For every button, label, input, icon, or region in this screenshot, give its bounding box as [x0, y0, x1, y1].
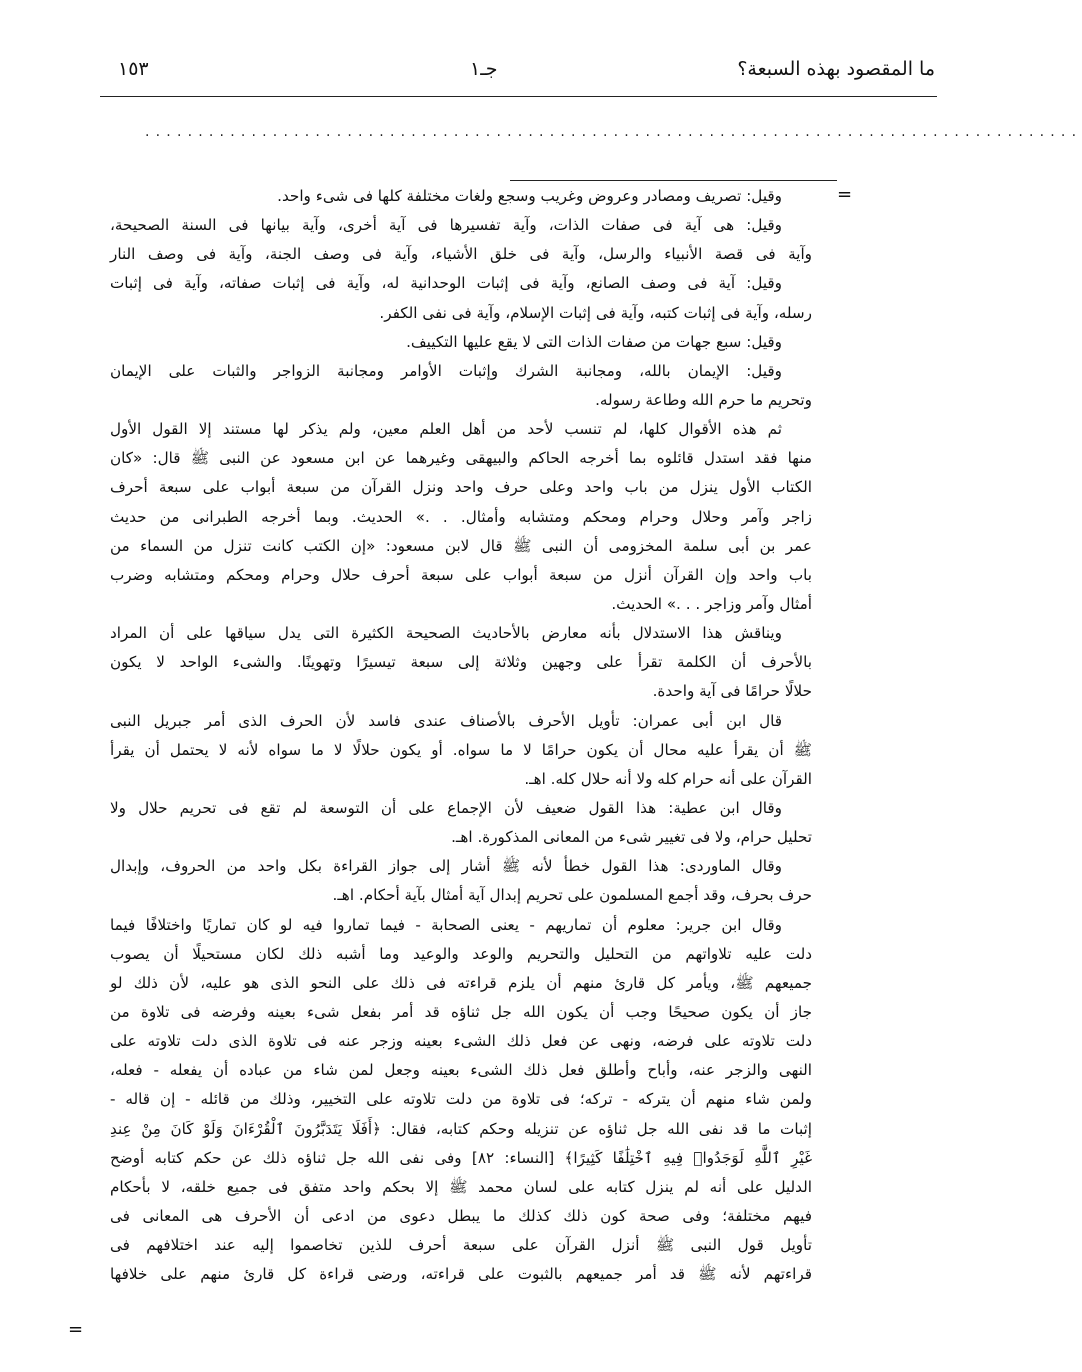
- text-line: غَيْرِ ٱللَّهِ لَوَجَدُوا۟ فِيهِ ٱخْتِلَٰفًا كَثِيرًا﴾ [النساء: ٨٢] وفى نفى الله جل ثناؤه ذلك عن حكم كتابه أوضح: [110, 1148, 813, 1167]
- text-line: قال ابن أبى عمران: تأويل الأحرف بالأصناف عندى فاسد لأن الحرف الذى أمر جبريل النبى: [110, 711, 782, 730]
- text-line: وقيل: آية فى وصف الصانع، وآية فى إثبات الوحدانية له، وآية فى إثبات صفاته، وآية فى إثبات: [110, 274, 782, 293]
- text-line: أمثال وآمر وزاجر . . .» الحديث.: [611, 594, 812, 613]
- continuation-mark-start: =: [837, 184, 853, 205]
- text-line: وقيل: سبع جهات من صفات الذات التى لا يقع عليها التكييف.: [406, 332, 782, 351]
- text-line: ويناقش هذا الاستدلال بأنه معارض بالأحاديث الصحيحة الكثيرة التى يدل سياقها على أن المراد: [110, 624, 782, 643]
- text-line: جميعهم ﷺ، ويأمر كل قارئ منهم أن يلزم قراءته فى ذلك على النحو الذى هو عليه، لأن ذلك لو: [110, 973, 812, 992]
- text-line: باب واحد وإن القرآن أنزل من سبعة أبواب على سبعة أحرف حلال وحرام ومحكم ومتشابه وضرب: [110, 565, 812, 584]
- text-line: ثم هذه الأقوال كلها، لم تنسب لأحد من أهل العلم معين، ولم يذكر لها مستند إلا القول الأول: [110, 420, 782, 439]
- text-line: إثبات ما قد نفى الله جل ثناؤه عن تنزيله وحكم كتابه، فقال: ﴿أَفَلَا يَتَدَبَّرُونَ ٱلْقُرْءَانَ وَلَوْ كَانَ مِنْ عِندِ: [110, 1119, 812, 1138]
- text-line: تحليل حرام، ولا فى تغيير شىء من المعانى المذكورة. اهـ.: [451, 828, 812, 847]
- footnote-rule: [510, 180, 837, 181]
- text-line: رسله، وآية فى إثبات كتبه، وآية فى إثبات الإسلام، وآية فى نفى الكفر.: [379, 303, 812, 322]
- text-line: وقيل: هى آية فى صفات الذات، وآية تفسيرها فى آية أخرى، وآية بيانها فى السنة الصحيحة،: [110, 216, 782, 235]
- text-line: الكتاب الأول ينزل من باب واحد وعلى حرف واحد ونزل القرآن من سبعة أبواب على سبعة أحرف: [110, 478, 812, 497]
- text-line: ﷺ أن يقرأ عليه محال أن يكون حرامًا لا ما سواه. أو يكون حلالًا لا ما سواه لأنه لا يحتمل أن يقرأ: [110, 740, 812, 759]
- text-line: ولمن شاء منهم أن يتركه - تركه؛ فى تلاوة من دلت تلاوته على التخيير، وذلك من قائله - إن قاله -: [110, 1090, 812, 1109]
- text-line: القرآن على أنه حرام كله ولا أنه حلال كله. اهـ.: [524, 769, 812, 788]
- text-line: الدليل على أنه لم ينزل كتابه على لسان محمد ﷺ إلا بحكم واحد متفق فى جميع خلقه، لا بأحكام: [110, 1177, 812, 1196]
- text-line: زاجر وآمر وحلال وحرام ومحكم ومتشابه وأمثال. . .» الحديث. وبما أخرجه الطبرانى من حديث: [110, 507, 812, 526]
- text-line: وآية فى قصة الأنبياء والرسل، وآية فى خلق الأشياء، وآية فى وصف الجنة، وآية فى وصف النار: [110, 245, 812, 264]
- text-line: قراءتهم لأنه ﷺ قد أمر جميعهم بالثبوت على قراءته، ورضى قراءة كل قارئ منهم على خلافها: [110, 1265, 812, 1284]
- dotted-separator: ........................................................................................: [145, 124, 1082, 140]
- text-line: جاز أن يكون صحيحًا وجب أن يكون الله جل ثناؤه قد أمر بفعل شىء بعينه وفرضه فى تلاوة من: [110, 1002, 812, 1021]
- text-line: وقال ابن عطية: هذا القول ضعيف لأن الإجماع على أن التوسعة لم تقع فى تحريم حلال ولا: [110, 798, 782, 817]
- text-line: بالأحرف أن الكلمة تقرأ على وجهين وثلاثة إلى سبعة تيسيرًا وتهوينًا. والشىء الواحد لا يكون: [110, 653, 812, 672]
- volume-label: جـ١: [470, 58, 498, 80]
- text-line: فيهم مختلفة؛ وفى صحة كون ذلك كذلك ما يبطل دعوى من ادعى أن الأحرف هى المعانى فى: [110, 1206, 812, 1225]
- text-line: تأويل قول النبى ﷺ أنزل القرآن على سبعة أحرف للذين تخاصموا إليه عند اختلافهم فى: [110, 1236, 812, 1255]
- continuation-mark-end: =: [68, 1319, 84, 1340]
- text-line: حلالًا حرامًا فى آية واحدة.: [652, 682, 812, 701]
- text-line: حرف بحرف، وقد أجمع المسلمون على تحريم إبدال آية أمثال بآية أحكام. اهـ.: [332, 886, 812, 905]
- text-line: عمر بن أبى سلمة المخزومى أن النبى ﷺ قال لابن مسعود: «إن الكتب كانت تنزل من السماء من: [110, 536, 812, 555]
- text-line: النهى والزجر عنه، وأباح وأطلق فعل ذلك الشىء بعينه وجعل لمن شاء من عباده أن يفعله - فعله،: [110, 1061, 812, 1080]
- text-line: دلت عليه تلاواتهم من التحليل والتحريم والوعد والوعيد وما أشبه ذلك لكان مستحيلًا أن يصوب: [110, 944, 812, 963]
- page-number: ١٥٣: [118, 58, 149, 80]
- text-line: وقيل: تصريف ومصادر وعروض وغريب وسجع ولغات مختلفة كلها فى شىء واحد.: [277, 187, 782, 205]
- text-line: منها فقد استدل قائلوه بما أخرجه الحاكم والبيهقى وغيرهما عن ابن مسعود عن النبى ﷺ قال: «كان: [110, 449, 812, 468]
- text-line: وقيل: الإيمان بالله، ومجانبة الشرك وإثبات الأوامر ومجانبة الزواجر والثبات على الإيمان: [110, 361, 782, 380]
- running-head-title: ما المقصود بهذه السبعة؟: [737, 58, 935, 80]
- text-line: وقال الماوردى: هذا القول خطأ لأنه ﷺ أشار إلى جواز القراءة بكل واحد من الحروف، وإبدال: [110, 857, 782, 876]
- text-line: دلت تلاوته على فرضه، ونهى عن فعل ذلك الشىء بعينه وزجر عنه فى تلاوة الذى دلت تلاوته على: [110, 1032, 812, 1051]
- text-line: وقال ابن جرير: معلوم أن تماريهم - يعنى الصحابة - فيما تماروا فيه لو كان تماريًا واختلافًا فيما: [110, 915, 782, 934]
- text-line: وتحريم ما حرم الله وطاعة رسوله.: [595, 390, 812, 409]
- header-rule: [100, 96, 937, 97]
- footnote-body: [110, 182, 812, 1289]
